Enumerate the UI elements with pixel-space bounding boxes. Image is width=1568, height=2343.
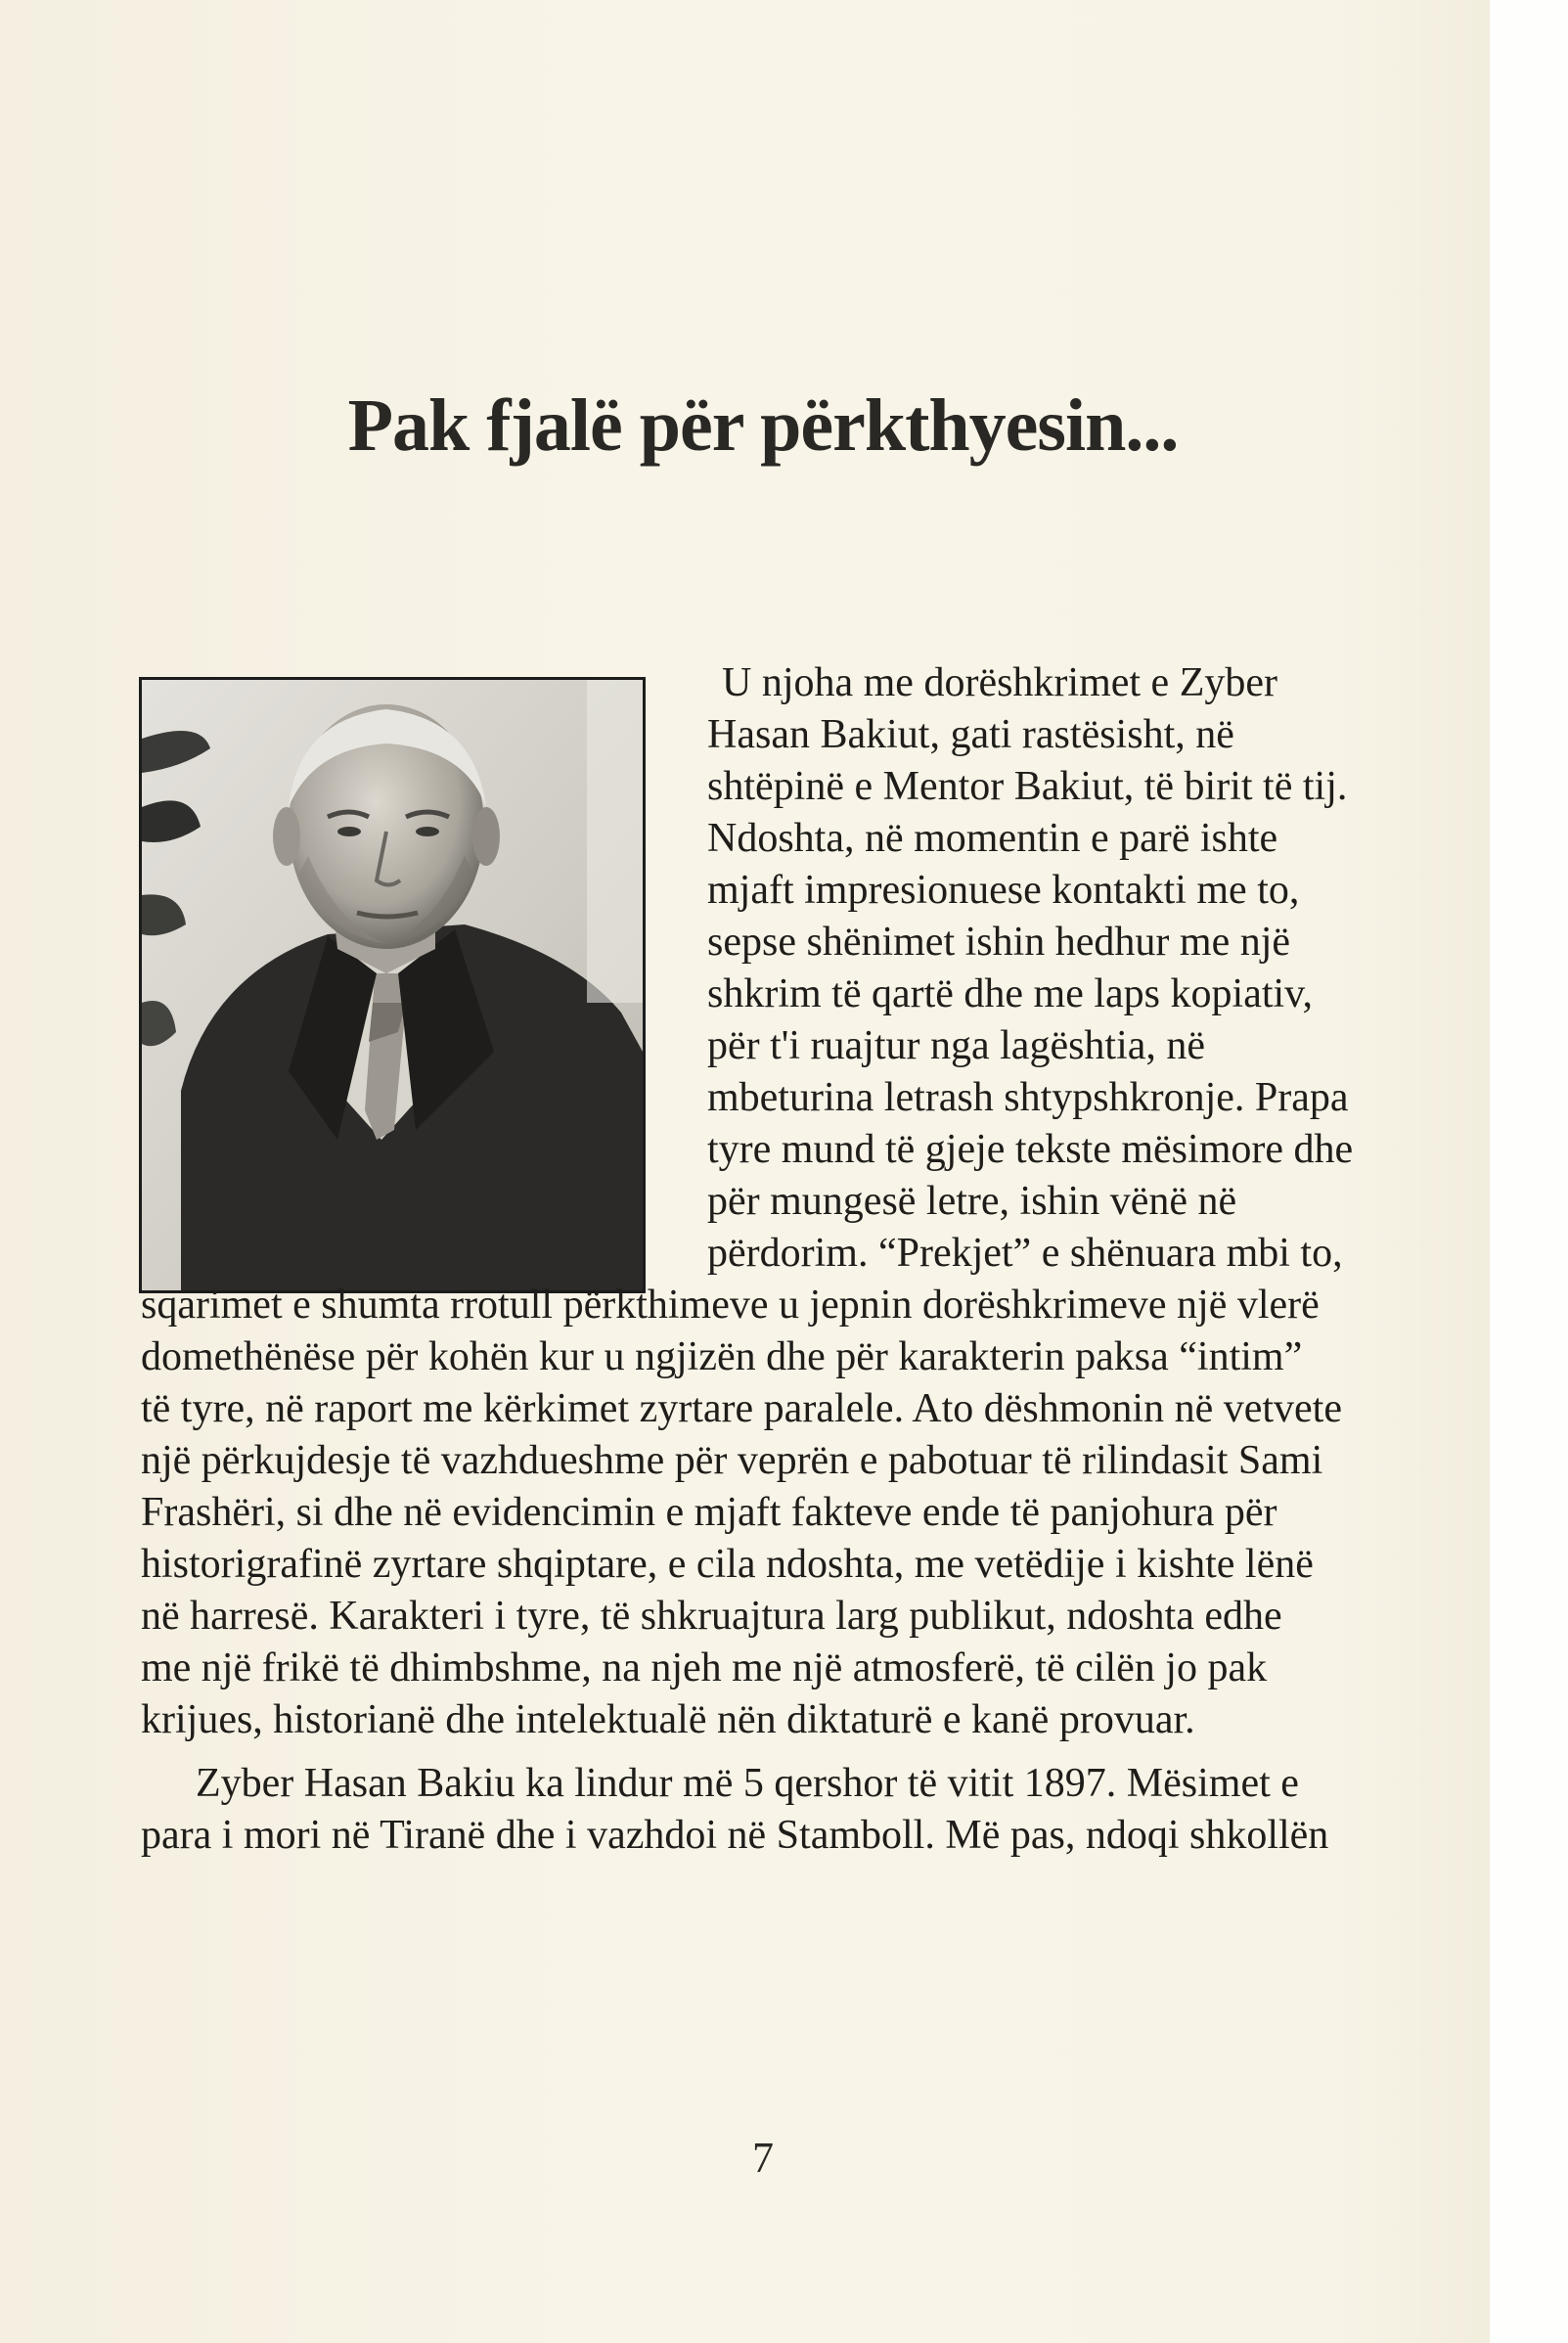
paragraph-line: shkrim të qartë dhe me laps kopiativ, — [707, 971, 1313, 1016]
page-edge — [1490, 0, 1568, 2343]
paragraph-line: Hasan Bakiut, gati rastësisht, në — [707, 712, 1234, 757]
paragraph-line: për mungesë letre, ishin vënë në — [707, 1179, 1237, 1224]
paragraph-line: Frashëri, si dhe në evidencimin e mjaft fakteve ende të panjohura për — [141, 1490, 1277, 1535]
paragraph-line: përdorim. “Prekjet” e shënuara mbi to, — [707, 1231, 1343, 1276]
paragraph-line: një përkujdesje të vazhdueshme për veprën e pabotuar të rilindasit Sami — [141, 1438, 1323, 1483]
portrait-illustration — [142, 680, 643, 1290]
paragraph-line: krijues, historianë dhe intelektualë nën diktaturë e kanë provuar. — [141, 1697, 1195, 1742]
paragraph-line: tyre mund të gjeje tekste mësimore dhe — [707, 1127, 1354, 1172]
paragraph-line: shtëpinë e Mentor Bakiut, të birit të tij. — [707, 764, 1348, 809]
paragraph-line: Ndoshta, në momentin e parë ishte — [707, 816, 1278, 861]
paragraph-line: Zyber Hasan Bakiu ka lindur më 5 qershor të vitit 1897. Mësimet e — [196, 1761, 1299, 1806]
paragraph-line: domethënëse për kohën kur u ngjizën dhe për karakterin paksa “intim” — [141, 1334, 1303, 1379]
paragraph-line: mjaft impresionuese kontakti me to, — [707, 868, 1300, 913]
paragraph-line: me një frikë të dhimbshme, na njeh me një atmosferë, të cilën jo pak — [141, 1645, 1268, 1690]
paragraph-line: sepse shënimet ishin hedhur me një — [707, 920, 1291, 965]
paragraph-line: sqarimet e shumta rrotull përkthimeve u jepnin dorëshkrimeve një vlerë — [141, 1283, 1320, 1328]
portrait-photo — [139, 677, 646, 1293]
paragraph-line: për t'i ruajtur nga lagështia, në — [707, 1023, 1206, 1068]
chapter-title: Pak fjalë për përkthyesin... — [347, 384, 1179, 467]
paragraph-line: U njoha me dorëshkrimet e Zyber — [722, 660, 1277, 705]
paragraph-line: të tyre, në raport me kërkimet zyrtare paralele. Ato dëshmonin në vetvete — [141, 1386, 1342, 1431]
paragraph-line: në harresë. Karakteri i tyre, të shkruajtura larg publikut, ndoshta edhe — [141, 1594, 1282, 1639]
page-number: 7 — [752, 2134, 774, 2182]
paragraph-line: historigrafinë zyrtare shqiptare, e cila ndoshta, me vetëdije i kishte lënë — [141, 1542, 1314, 1587]
paragraph-line: para i mori në Tiranë dhe i vazhdoi në Stamboll. Më pas, ndoqi shkollën — [141, 1813, 1329, 1858]
paragraph-line: mbeturina letrash shtypshkronje. Prapa — [707, 1075, 1349, 1120]
